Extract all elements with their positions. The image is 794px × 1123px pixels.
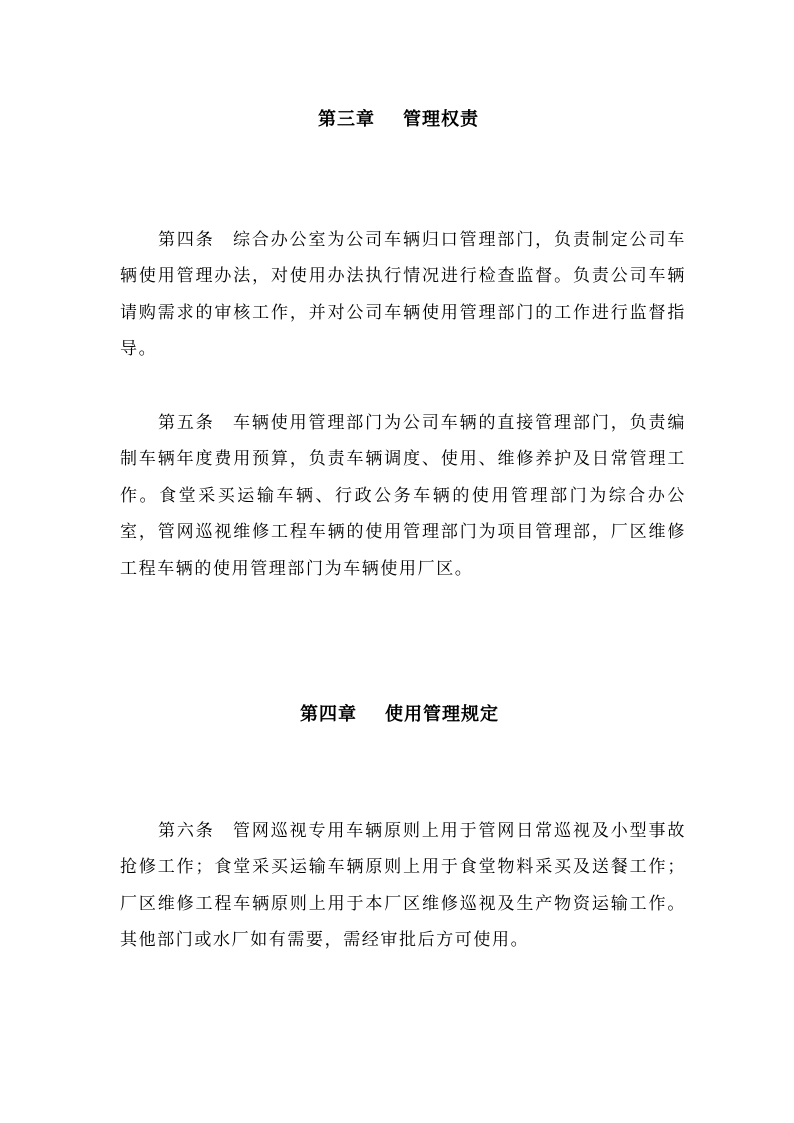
article-5-label: 第五条 bbox=[158, 413, 215, 433]
chapter-3-heading bbox=[318, 105, 479, 131]
article-5-text: 车辆使用管理部门为公司车辆的直接管理部门，负责编制车辆年度费用预算，负责车辆调度、使用、维修养护及日常管理工作。食堂采买运输车辆、行政公务车辆的使用管理部门为综合办公室，管网巡视维修工程车辆的使用管理部门为项目管理部，厂区维修工程车辆的使用管理部门为车辆使用厂区。 bbox=[120, 413, 686, 579]
chapter-3-number: 第三章 bbox=[318, 109, 375, 130]
chapter-3-title: 管理权责 bbox=[403, 109, 479, 130]
article-4-paragraph bbox=[120, 222, 686, 368]
chapter-4-title: 使用管理规定 bbox=[385, 704, 499, 725]
article-6-paragraph bbox=[120, 813, 686, 959]
article-6-text: 管网巡视专用车辆原则上用于管网日常巡视及小型事故抢修工作；食堂采买运输车辆原则上用于食堂物料采买及送餐工作；厂区维修工程车辆原则上用于本厂区维修巡视及生产物资运输工作。其他部门或水厂如有需要，需经审批后方可使用。 bbox=[120, 821, 686, 951]
chapter-4-number: 第四章 bbox=[300, 704, 357, 725]
chapter-4-heading bbox=[300, 700, 499, 726]
article-4-text: 综合办公室为公司车辆归口管理部门，负责制定公司车辆使用管理办法，对使用办法执行情况进行检查监督。负责公司车辆请购需求的审核工作，并对公司车辆使用管理部门的工作进行监督指导。 bbox=[120, 230, 686, 360]
article-5-paragraph bbox=[120, 405, 686, 587]
article-6-label: 第六条 bbox=[158, 821, 215, 841]
article-4-label: 第四条 bbox=[158, 230, 215, 250]
